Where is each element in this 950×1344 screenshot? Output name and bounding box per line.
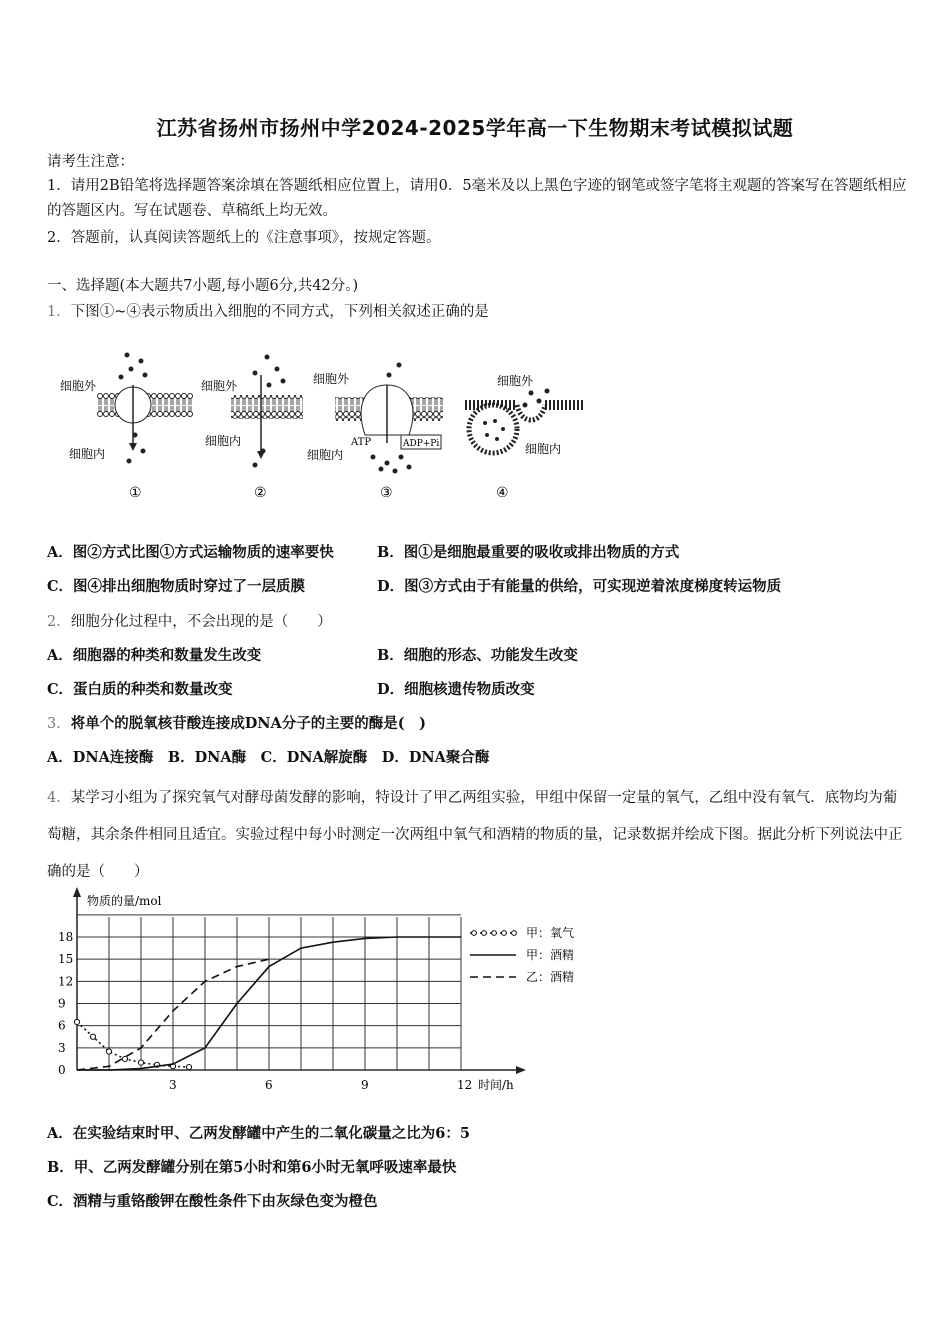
q2-option-a[interactable]: A．细胞器的种类和数量发生改变 [47,647,262,664]
panel-2 [201,355,303,502]
notice-item-2: 2．答题前，认真阅读答题纸上的《注意事项》，按规定答题。 [47,230,441,246]
data-point [138,1060,143,1065]
fermentation-chart [50,885,610,1095]
caption-1: ① [129,485,142,501]
caption-2: ② [254,485,267,501]
legend [470,925,574,984]
data-point [122,1056,127,1061]
legend-marker [472,931,477,936]
question-number: 3． [47,716,71,732]
legend-marker [512,931,517,936]
q1-option-b[interactable]: B．图①是细胞最重要的吸收或排出物质的方式 [377,544,680,561]
vesicle [469,405,517,453]
label-inside: 细胞内 [205,434,242,448]
legend-marker [502,931,507,936]
data-point [90,1034,95,1039]
grid [77,915,461,1070]
q4-option-b[interactable]: B．甲、乙两发酵罐分别在第5小时和第6小时无氧呼吸速率最快 [47,1159,457,1176]
question-number: 1． [47,304,71,320]
legend-label: 甲：酒精 [526,948,575,962]
legend-marker [492,931,497,936]
y-tick-label: 12 [58,974,74,989]
panel-1 [60,353,193,502]
y-tick-labels [58,930,73,1077]
q2-option-b[interactable]: B．细胞的形态、功能发生改变 [377,647,578,664]
x-tick-label: 9 [361,1078,369,1092]
label-outside: 细胞外 [60,379,97,393]
legend-label: 甲：氧气 [526,926,575,940]
panel-4 [465,374,585,501]
page-title: 江苏省扬州市扬州中学2024-2025学年高一下生物期末考试模拟试题 [156,116,794,140]
label-outside: 细胞外 [497,374,534,388]
q4-option-a[interactable]: A．在实验结束时甲、乙两发酵罐中产生的二氧化碳量之比为6：5 [47,1125,470,1142]
legend-label: 乙：酒精 [526,970,575,984]
caption-3: ③ [380,485,393,501]
question-3 [47,714,426,734]
series-line [77,1022,189,1067]
label-outside: 细胞外 [313,372,350,386]
question-number: 4． [47,790,71,806]
question-stem: 将单个的脱氧核苷酸连接成DNA分子的主要的酶是( ) [70,715,427,732]
notice-heading: 请考生注意： [47,154,134,170]
y-tick-label: 3 [58,1040,66,1055]
q1-option-a[interactable]: A．图②方式比图①方式运输物质的速率要快 [47,544,334,561]
x-tick-label: 12 [457,1078,473,1092]
membrane-transport-figure [55,345,595,510]
caption-4: ④ [496,485,509,501]
label-inside: 细胞内 [69,447,106,461]
q2-option-d[interactable]: D．细胞核遗传物质改变 [377,681,535,698]
adp-label: ADP+Pi [403,439,440,449]
q1-option-d[interactable]: D．图③方式由于有能量的供给，可实现逆着浓度梯度转运物质 [377,578,782,595]
question-stem: 某学习小组为了探究氧气对酵母菌发酵的影响，特设计了甲乙两组实验，甲组中保留一定量的氧气，乙组中没有氧气．底物均为葡萄糖，其余条件相同且适宜。实验过程中每小时测定一次两组中氧气和酒精的物质的量，记录数据并绘成下图。据此分析下列说法中正确的是（ ） [47,790,903,880]
x-tick-label: 6 [265,1078,273,1092]
y-axis-label: 物质的量/mol [87,894,162,908]
x-axis-arrow [516,1066,526,1074]
question-2 [47,612,332,632]
question-stem: 细胞分化过程中，不会出现的是（ ） [70,614,332,630]
y-tick-label: 18 [58,930,74,944]
y-tick-label: 0 [58,1063,66,1077]
q3-options[interactable]: A．DNA连接酶 B．DNA酶 C．DNA解旋酶 D．DNA聚合酶 [47,749,490,766]
data-point [186,1064,191,1069]
section-heading: 一、选择题(本大题共7小题,每小题6分,共42分。) [47,278,359,294]
notice-item-1: 1．请用2B铅笔将选择题答案涂填在答题纸相应位置上，请用0．5毫米及以上黑色字迹的钢笔或签字笔将主观题的答案写在答题纸相应的答题区内。写在试题卷、草稿纸上均无效。 [47,178,907,219]
y-axis-arrow [73,887,81,897]
y-tick-label: 9 [58,996,66,1011]
data-point [74,1019,79,1024]
q4-option-c[interactable]: C．酒精与重铬酸钾在酸性条件下由灰绿色变为橙色 [47,1193,378,1210]
membrane [231,395,303,419]
x-tick-labels [169,1078,472,1092]
y-tick-label: 6 [58,1018,66,1033]
x-axis-label: 时间/h [478,1078,514,1092]
question-number: 2． [47,614,71,630]
y-tick-label: 15 [58,952,74,967]
label-inside: 细胞内 [307,448,344,462]
data-point [106,1049,111,1054]
x-tick-label: 3 [169,1078,177,1092]
label-outside: 细胞外 [201,379,238,393]
question-stem: 下图①~④表示物质出入细胞的不同方式，下列相关叙述正确的是 [70,304,489,320]
legend-marker [482,931,487,936]
panel-3 [307,363,443,502]
atp-label: ATP [351,437,372,448]
label-inside: 细胞内 [525,442,562,456]
question-4 [47,780,907,891]
q1-option-c[interactable]: C．图④排出细胞物质时穿过了一层质膜 [47,578,306,595]
question-1 [47,302,489,322]
q2-option-c[interactable]: C．蛋白质的种类和数量改变 [47,681,233,698]
